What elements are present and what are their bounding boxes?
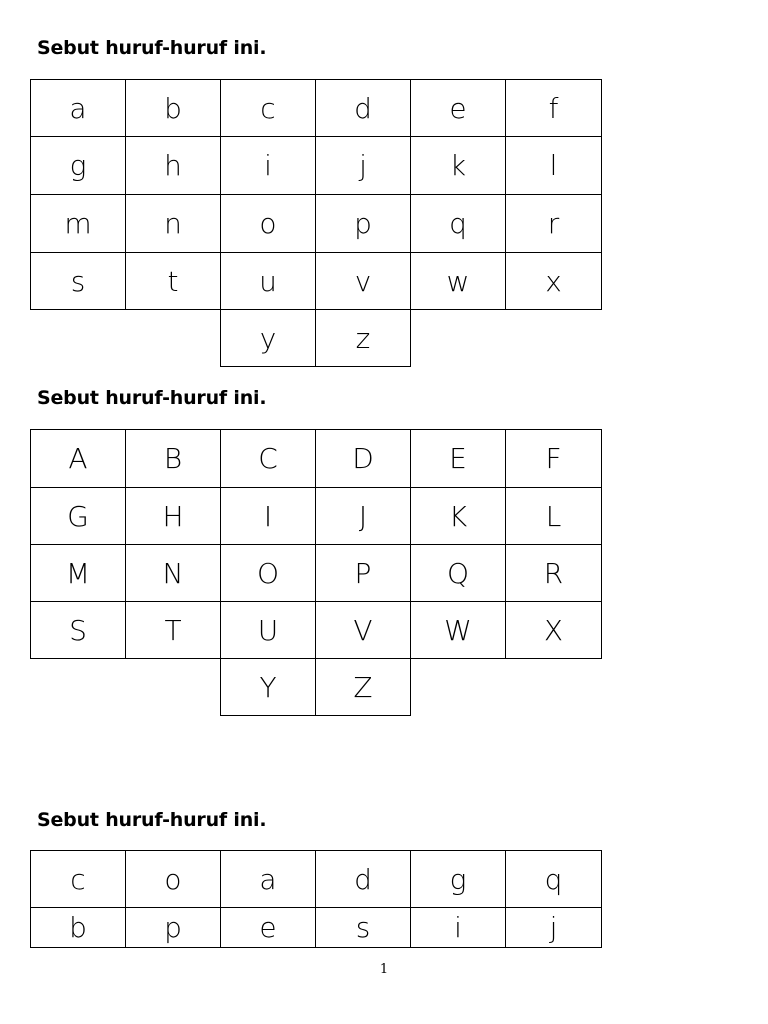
letter-cell: F <box>505 429 602 488</box>
letter-cell: c <box>30 850 126 908</box>
letter-cell: a <box>220 850 316 908</box>
letter-cell: H <box>125 487 221 545</box>
letter-cell: g <box>410 850 506 908</box>
letter-cell: L <box>505 487 602 545</box>
letter-cell: W <box>410 601 506 659</box>
letter-cell: E <box>410 429 506 488</box>
letter-cell: d <box>315 850 411 908</box>
letter-cell: b <box>30 907 126 948</box>
letter-cell: s <box>315 907 411 948</box>
letter-cell: h <box>125 136 221 195</box>
letter-cell: j <box>505 907 602 948</box>
letter-cell: a <box>30 79 126 137</box>
letter-cell: v <box>315 252 411 310</box>
letter-cell: Z <box>315 658 411 716</box>
letter-cell: m <box>30 194 126 253</box>
letter-cell: s <box>30 252 126 310</box>
letter-cell: I <box>220 487 316 545</box>
letter-cell: A <box>30 429 126 488</box>
letter-cell: l <box>505 136 602 195</box>
letter-cell: b <box>125 79 221 137</box>
letter-cell: Q <box>410 544 506 602</box>
letter-cell: p <box>315 194 411 253</box>
section-1-heading: Sebut huruf-huruf ini. <box>37 37 267 59</box>
letter-cell: M <box>30 544 126 602</box>
letter-cell: e <box>410 79 506 137</box>
letter-cell: z <box>315 309 411 367</box>
letter-cell: d <box>315 79 411 137</box>
letter-cell: D <box>315 429 411 488</box>
letter-cell: c <box>220 79 316 137</box>
letter-cell: t <box>125 252 221 310</box>
letter-cell: q <box>410 194 506 253</box>
letter-cell: y <box>220 309 316 367</box>
section-3-heading: Sebut huruf-huruf ini. <box>37 809 267 831</box>
letter-cell: C <box>220 429 316 488</box>
letter-cell: V <box>315 601 411 659</box>
letter-cell: i <box>220 136 316 195</box>
letter-cell: B <box>125 429 221 488</box>
letter-cell: R <box>505 544 602 602</box>
letter-cell: P <box>315 544 411 602</box>
letter-cell: T <box>125 601 221 659</box>
letter-cell: k <box>410 136 506 195</box>
letter-cell: x <box>505 252 602 310</box>
letter-cell: U <box>220 601 316 659</box>
letter-cell: O <box>220 544 316 602</box>
letter-cell: i <box>410 907 506 948</box>
letter-cell: f <box>505 79 602 137</box>
letter-cell: J <box>315 487 411 545</box>
letter-cell: G <box>30 487 126 545</box>
letter-cell: o <box>125 850 221 908</box>
letter-cell: o <box>220 194 316 253</box>
letter-cell: e <box>220 907 316 948</box>
letter-cell: q <box>505 850 602 908</box>
letter-cell: w <box>410 252 506 310</box>
letter-cell: N <box>125 544 221 602</box>
letter-cell: j <box>315 136 411 195</box>
section-2-heading: Sebut huruf-huruf ini. <box>37 387 267 409</box>
page-number: 1 <box>379 962 389 977</box>
letter-cell: u <box>220 252 316 310</box>
letter-cell: g <box>30 136 126 195</box>
letter-cell: r <box>505 194 602 253</box>
letter-cell: S <box>30 601 126 659</box>
letter-cell: Y <box>220 658 316 716</box>
letter-cell: n <box>125 194 221 253</box>
letter-cell: K <box>410 487 506 545</box>
letter-cell: X <box>505 601 602 659</box>
letter-cell: p <box>125 907 221 948</box>
